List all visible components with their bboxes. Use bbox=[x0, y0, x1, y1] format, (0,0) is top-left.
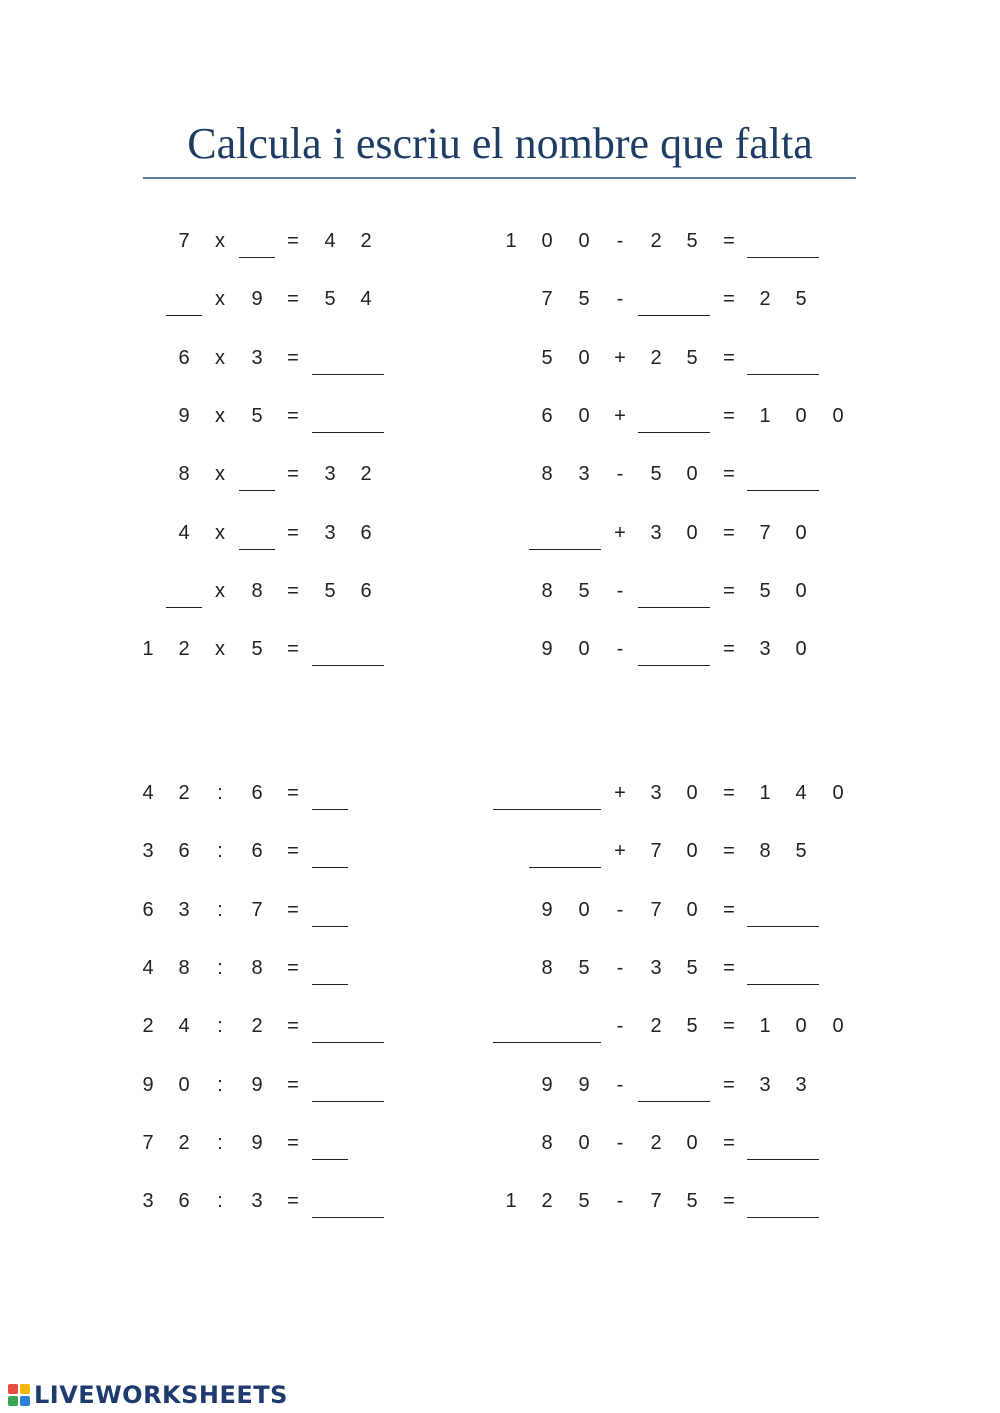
equation-char: = bbox=[723, 230, 735, 252]
equation-char: = bbox=[287, 463, 299, 486]
equation-char: 2 bbox=[251, 1015, 263, 1038]
equation-char: 4 bbox=[178, 1015, 190, 1038]
equation-char: 2 bbox=[142, 1015, 154, 1038]
equation-char: 7 bbox=[142, 1131, 154, 1154]
equation-char: 9 bbox=[251, 1073, 263, 1096]
equation-char: 5 bbox=[795, 840, 807, 863]
equation-char: 0 bbox=[686, 463, 698, 486]
answer-blank[interactable] bbox=[747, 984, 819, 985]
equation-char: = bbox=[287, 1131, 299, 1154]
equation-char: 2 bbox=[650, 346, 662, 369]
equation-char: = bbox=[287, 288, 299, 311]
equation-char: 5 bbox=[686, 956, 698, 979]
equation-char: 3 bbox=[759, 1073, 771, 1096]
equation-char: 6 bbox=[360, 579, 372, 602]
equation-char: + bbox=[614, 404, 626, 427]
equation-char: + bbox=[614, 782, 626, 804]
equation-char: = bbox=[287, 1190, 299, 1213]
answer-blank[interactable] bbox=[312, 867, 348, 868]
equation-char: = bbox=[287, 638, 299, 661]
answer-blank[interactable] bbox=[312, 432, 384, 433]
equation-char: = bbox=[723, 346, 735, 369]
equation-char: 6 bbox=[178, 1190, 190, 1213]
answer-blank[interactable] bbox=[239, 549, 275, 550]
equation-char: = bbox=[723, 463, 735, 486]
equation-char: = bbox=[287, 782, 299, 804]
equation-char: = bbox=[287, 404, 299, 427]
equation-char: 0 bbox=[832, 404, 844, 427]
equation-char: 3 bbox=[650, 782, 662, 804]
equation-char: = bbox=[723, 521, 735, 544]
equation-char: 1 bbox=[505, 230, 517, 252]
equation-char: = bbox=[723, 898, 735, 921]
answer-blank[interactable] bbox=[493, 1042, 601, 1043]
equation-char: 8 bbox=[541, 579, 553, 602]
equation-char: 0 bbox=[178, 1073, 190, 1096]
answer-blank[interactable] bbox=[312, 374, 384, 375]
equation-char: - bbox=[616, 230, 624, 252]
equation-char: 9 bbox=[178, 404, 190, 427]
equation-char: 8 bbox=[541, 956, 553, 979]
equation-char: 4 bbox=[324, 230, 336, 252]
equation-char: 3 bbox=[650, 956, 662, 979]
equation-char: 3 bbox=[142, 840, 154, 863]
answer-blank[interactable] bbox=[747, 926, 819, 927]
equation-char: 5 bbox=[650, 463, 662, 486]
equation-char: = bbox=[287, 956, 299, 979]
equation-char: 6 bbox=[142, 898, 154, 921]
equation-char: + bbox=[614, 840, 626, 863]
answer-blank[interactable] bbox=[638, 432, 710, 433]
equation-char: = bbox=[723, 1015, 735, 1038]
equation-char: 7 bbox=[251, 898, 263, 921]
equation-char: 2 bbox=[759, 288, 771, 311]
equation-char: - bbox=[616, 956, 624, 979]
equation-char: - bbox=[616, 579, 624, 602]
equation-char: 7 bbox=[650, 898, 662, 921]
equation-char: 6 bbox=[541, 404, 553, 427]
equation-char: 0 bbox=[686, 782, 698, 804]
equation-char: 3 bbox=[324, 521, 336, 544]
equation-char: 0 bbox=[541, 230, 553, 252]
answer-blank[interactable] bbox=[493, 809, 601, 810]
equation-char: 9 bbox=[251, 288, 263, 311]
equation-char: 9 bbox=[142, 1073, 154, 1096]
equation-char: 0 bbox=[578, 230, 590, 252]
equation-char: - bbox=[616, 1015, 624, 1038]
equation-char: 5 bbox=[578, 579, 590, 602]
answer-blank[interactable] bbox=[312, 1217, 384, 1218]
equation-char: 5 bbox=[324, 288, 336, 311]
equation-char: 8 bbox=[251, 579, 263, 602]
answer-blank[interactable] bbox=[166, 315, 202, 316]
footer-logo bbox=[8, 1380, 288, 1410]
equation-char: 0 bbox=[795, 579, 807, 602]
equation-char: 0 bbox=[795, 521, 807, 544]
equation-char: 9 bbox=[541, 638, 553, 661]
equation-char: = bbox=[723, 956, 735, 979]
equation-char: = bbox=[723, 840, 735, 863]
equation-char: 0 bbox=[578, 898, 590, 921]
equation-char: 5 bbox=[251, 638, 263, 661]
equation-char: 9 bbox=[541, 1073, 553, 1096]
equation-char: : bbox=[217, 956, 223, 979]
equation-char: 6 bbox=[360, 521, 372, 544]
equation-char: 2 bbox=[178, 782, 190, 804]
equation-char: 5 bbox=[686, 346, 698, 369]
equation-char: 4 bbox=[360, 288, 372, 311]
equation-char: 0 bbox=[578, 638, 590, 661]
equation-char: + bbox=[614, 521, 626, 544]
equation-char: = bbox=[287, 521, 299, 544]
equation-char: 0 bbox=[832, 782, 844, 804]
equation-char: : bbox=[217, 1190, 223, 1213]
answer-blank[interactable] bbox=[312, 665, 384, 666]
equation-char: 1 bbox=[759, 1015, 771, 1038]
equation-char: = bbox=[287, 840, 299, 863]
equation-char: 5 bbox=[759, 579, 771, 602]
equation-char: 3 bbox=[324, 463, 336, 486]
equation-char: 3 bbox=[142, 1190, 154, 1213]
answer-blank[interactable] bbox=[638, 607, 710, 608]
equation-char: - bbox=[616, 898, 624, 921]
answer-blank[interactable] bbox=[312, 926, 348, 927]
equation-char: - bbox=[616, 288, 624, 311]
equation-char: = bbox=[723, 638, 735, 661]
equation-char: 5 bbox=[686, 1015, 698, 1038]
equation-char: : bbox=[217, 782, 223, 804]
equation-char: 7 bbox=[178, 230, 190, 252]
equation-char: 6 bbox=[251, 782, 263, 804]
answer-blank[interactable] bbox=[312, 1159, 348, 1160]
equation-char: 5 bbox=[251, 404, 263, 427]
equation-char: 2 bbox=[650, 230, 662, 252]
equation-char: = bbox=[723, 782, 735, 804]
equation-char: = bbox=[723, 1131, 735, 1154]
equation-char: 4 bbox=[178, 521, 190, 544]
equation-char: 0 bbox=[795, 404, 807, 427]
equation-char: 8 bbox=[759, 840, 771, 863]
equation-char: 2 bbox=[360, 463, 372, 486]
answer-blank[interactable] bbox=[312, 1042, 384, 1043]
equation-char: : bbox=[217, 840, 223, 863]
equation-char: 5 bbox=[686, 1190, 698, 1213]
equation-char: 0 bbox=[686, 521, 698, 544]
answer-blank[interactable] bbox=[312, 984, 348, 985]
equation-char: : bbox=[217, 1073, 223, 1096]
equation-char: 0 bbox=[578, 346, 590, 369]
equation-char: x bbox=[215, 346, 225, 369]
equation-char: - bbox=[616, 463, 624, 486]
equation-char: = bbox=[723, 404, 735, 427]
answer-blank[interactable] bbox=[747, 257, 819, 258]
equation-char: 1 bbox=[759, 404, 771, 427]
answer-blank[interactable] bbox=[747, 490, 819, 491]
answer-blank[interactable] bbox=[638, 1101, 710, 1102]
equation-char: 9 bbox=[251, 1131, 263, 1154]
equation-char: 3 bbox=[251, 1190, 263, 1213]
equation-char: + bbox=[614, 346, 626, 369]
answer-blank[interactable] bbox=[638, 665, 710, 666]
logo-text: LIVEWORKSHEETS bbox=[34, 1381, 288, 1409]
equation-char: = bbox=[723, 1190, 735, 1213]
equation-char: = bbox=[287, 579, 299, 602]
equation-char: 5 bbox=[324, 579, 336, 602]
answer-blank[interactable] bbox=[312, 1101, 384, 1102]
equation-char: : bbox=[217, 898, 223, 921]
equation-char: = bbox=[723, 579, 735, 602]
answer-blank[interactable] bbox=[239, 257, 275, 258]
equation-char: 4 bbox=[142, 782, 154, 804]
equation-char: = bbox=[723, 1073, 735, 1096]
equation-char: 3 bbox=[795, 1073, 807, 1096]
equation-char: 8 bbox=[178, 463, 190, 486]
equation-char: 5 bbox=[578, 956, 590, 979]
equation-char: = bbox=[287, 1073, 299, 1096]
equation-char: 5 bbox=[795, 288, 807, 311]
equation-char: 2 bbox=[178, 1131, 190, 1154]
equation-char: 0 bbox=[795, 1015, 807, 1038]
equation-char: 0 bbox=[578, 404, 590, 427]
equation-char: 3 bbox=[178, 898, 190, 921]
equation-char: 0 bbox=[832, 1015, 844, 1038]
answer-blank[interactable] bbox=[747, 1217, 819, 1218]
answer-blank[interactable] bbox=[747, 374, 819, 375]
equation-char: x bbox=[215, 288, 225, 311]
equation-char: - bbox=[616, 1190, 624, 1213]
equation-char: 8 bbox=[541, 463, 553, 486]
equation-char: 2 bbox=[650, 1015, 662, 1038]
equation-char: 0 bbox=[686, 898, 698, 921]
equation-char: 4 bbox=[142, 956, 154, 979]
equation-char: 8 bbox=[251, 956, 263, 979]
equation-char: 5 bbox=[578, 1190, 590, 1213]
answer-blank[interactable] bbox=[239, 490, 275, 491]
equation-char: 6 bbox=[178, 840, 190, 863]
equation-char: 3 bbox=[759, 638, 771, 661]
equation-char: - bbox=[616, 1131, 624, 1154]
worksheet-title: Calcula i escriu el nombre que falta bbox=[187, 119, 813, 168]
equation-char: 0 bbox=[795, 638, 807, 661]
equation-char: x bbox=[215, 521, 225, 544]
equation-char: 7 bbox=[650, 840, 662, 863]
title-divider bbox=[143, 177, 856, 179]
equation-char: 0 bbox=[686, 840, 698, 863]
equation-char: 0 bbox=[578, 1131, 590, 1154]
answer-blank[interactable] bbox=[529, 867, 601, 868]
equation-char: 2 bbox=[360, 230, 372, 252]
equation-char: x bbox=[215, 579, 225, 602]
equation-char: x bbox=[215, 404, 225, 427]
equation-char: = bbox=[287, 230, 299, 252]
equation-char: 9 bbox=[541, 898, 553, 921]
equation-char: 7 bbox=[759, 521, 771, 544]
answer-blank[interactable] bbox=[747, 1159, 819, 1160]
answer-blank[interactable] bbox=[166, 607, 202, 608]
equation-char: 1 bbox=[759, 782, 771, 804]
equation-char: = bbox=[287, 346, 299, 369]
equation-char: 3 bbox=[578, 463, 590, 486]
equation-char: = bbox=[723, 288, 735, 311]
equation-char: 2 bbox=[178, 638, 190, 661]
equation-char: 6 bbox=[178, 346, 190, 369]
equation-char: = bbox=[287, 898, 299, 921]
equation-char: 8 bbox=[178, 956, 190, 979]
equation-char: : bbox=[217, 1131, 223, 1154]
equation-char: 7 bbox=[650, 1190, 662, 1213]
equation-char: = bbox=[287, 1015, 299, 1038]
equation-char: x bbox=[215, 463, 225, 486]
equation-char: 4 bbox=[795, 782, 807, 804]
equation-char: - bbox=[616, 638, 624, 661]
equation-char: 0 bbox=[686, 1131, 698, 1154]
equation-char: 3 bbox=[251, 346, 263, 369]
equation-char: 9 bbox=[578, 1073, 590, 1096]
equation-char: 5 bbox=[578, 288, 590, 311]
equation-char: 7 bbox=[541, 288, 553, 311]
equation-char: x bbox=[215, 230, 225, 252]
equation-char: 8 bbox=[541, 1131, 553, 1154]
answer-blank[interactable] bbox=[529, 549, 601, 550]
equation-char: 5 bbox=[686, 230, 698, 252]
equation-char: : bbox=[217, 1015, 223, 1038]
equation-char: 6 bbox=[251, 840, 263, 863]
answer-blank[interactable] bbox=[312, 809, 348, 810]
liveworksheets-logo-icon bbox=[8, 1384, 30, 1406]
equation-char: 2 bbox=[541, 1190, 553, 1213]
equation-char: 1 bbox=[505, 1190, 517, 1213]
equation-char: 3 bbox=[650, 521, 662, 544]
equation-char: 5 bbox=[541, 346, 553, 369]
equation-char: - bbox=[616, 1073, 624, 1096]
equation-char: 2 bbox=[650, 1131, 662, 1154]
answer-blank[interactable] bbox=[638, 315, 710, 316]
equation-char: 1 bbox=[142, 638, 154, 661]
equation-char: x bbox=[215, 638, 225, 661]
